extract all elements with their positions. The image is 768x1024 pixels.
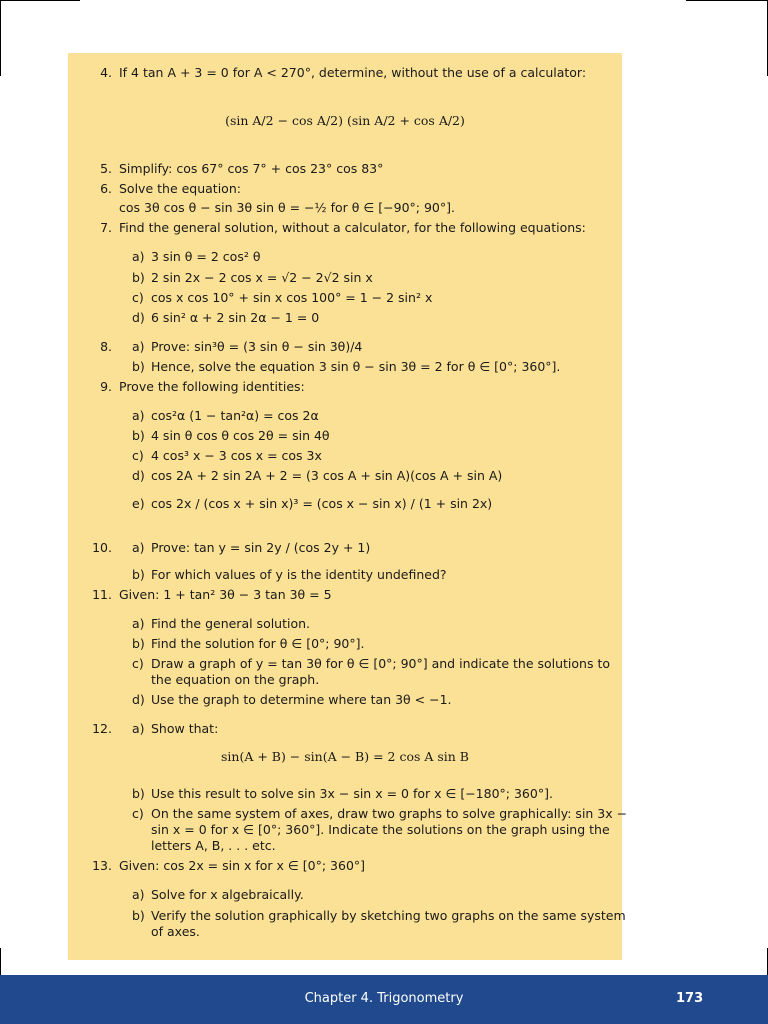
subpart-label: b) <box>132 428 145 443</box>
subpart-label: a) <box>132 339 145 354</box>
math-expression: (sin A/2 − cos A/2) (sin A/2 + cos A/2) <box>225 113 465 128</box>
question-number: 4. <box>100 65 112 80</box>
crop-mark <box>0 948 1 975</box>
subpart-text: 3 sin θ = 2 cos² θ <box>151 249 261 264</box>
subpart-text: Find the general solution. <box>151 616 311 631</box>
question-number: 11. <box>92 587 112 602</box>
question-number: 9. <box>100 379 112 394</box>
subpart-text: On the same system of axes, draw two graphs to solve graphically: sin 3x − <box>151 806 628 821</box>
subpart-text: Find the solution for θ ∈ [0°; 90°]. <box>151 636 365 651</box>
subpart-label: a) <box>132 540 145 555</box>
subpart-label: c) <box>132 806 144 821</box>
subpart-label: a) <box>132 249 145 264</box>
subpart-text: Prove: tan y = sin 2y / (cos 2y + 1) <box>151 540 371 555</box>
subpart-text: letters A, B, . . . etc. <box>151 838 276 853</box>
subpart-text: the equation on the graph. <box>151 672 320 687</box>
subpart-label: c) <box>132 290 144 305</box>
chapter-title: Chapter 4. Trigonometry <box>304 991 464 1006</box>
page-footer <box>0 975 768 1024</box>
subpart-text: Use the graph to determine where tan 3θ < −1. <box>151 692 452 707</box>
subpart-text: 4 sin θ cos θ cos 2θ = sin 4θ <box>151 428 330 443</box>
subpart-label: b) <box>132 567 145 582</box>
subpart-text: cos 2A + 2 sin 2A + 2 = (3 cos A + sin A)(cos A + sin A) <box>151 468 503 483</box>
question-text: Solve the equation: <box>119 181 241 196</box>
subpart-label: c) <box>132 448 144 463</box>
crop-mark <box>0 0 80 1</box>
subpart-text: 2 sin 2x − 2 cos x = √2 − 2√2 sin x <box>151 270 373 285</box>
page-number: 173 <box>676 991 704 1006</box>
question-number: 10. <box>92 540 112 555</box>
subpart-label: b) <box>132 270 145 285</box>
question-text: Simplify: cos 67° cos 7° + cos 23° cos 83° <box>119 161 384 176</box>
subpart-text: Draw a graph of y = tan 3θ for θ ∈ [0°; 90°] and indicate the solutions to <box>151 656 611 671</box>
subpart-text: Solve for x algebraically. <box>151 887 304 902</box>
subpart-label: a) <box>132 616 145 631</box>
subpart-label: a) <box>132 721 145 736</box>
subpart-label: b) <box>132 636 145 651</box>
subpart-text: 6 sin² α + 2 sin 2α − 1 = 0 <box>151 310 320 325</box>
subpart-text: cos 2x / (cos x + sin x)³ = (cos x − sin x) / (1 + sin 2x) <box>151 496 493 511</box>
subpart-text: Hence, solve the equation 3 sin θ − sin 3θ = 2 for θ ∈ [0°; 360°]. <box>151 359 561 374</box>
question-text: If 4 tan A + 3 = 0 for A < 270°, determine, without the use of a calculator: <box>119 65 587 80</box>
subpart-label: b) <box>132 908 145 923</box>
crop-mark <box>0 0 1 76</box>
subpart-text: Use this result to solve sin 3x − sin x = 0 for x ∈ [−180°; 360°]. <box>151 786 553 801</box>
subpart-label: c) <box>132 656 144 671</box>
subpart-label: b) <box>132 786 145 801</box>
question-number: 7. <box>100 220 112 235</box>
subpart-text: cos x cos 10° + sin x cos 100° = 1 − 2 sin² x <box>151 290 433 305</box>
subpart-text: Prove: sin³θ = (3 sin θ − sin 3θ)/4 <box>151 339 363 354</box>
question-number: 12. <box>92 721 112 736</box>
subpart-label: d) <box>132 468 145 483</box>
subpart-label: d) <box>132 310 145 325</box>
subpart-text: sin x = 0 for x ∈ [0°; 360°]. Indicate the solutions on the graph using the <box>151 822 610 837</box>
question-text: Prove the following identities: <box>119 379 305 394</box>
subpart-label: d) <box>132 692 145 707</box>
subpart-label: a) <box>132 408 145 423</box>
subpart-label: e) <box>132 496 145 511</box>
subpart-label: b) <box>132 359 145 374</box>
subpart-text: Verify the solution graphically by sketching two graphs on the same system <box>151 908 626 923</box>
question-text: Given: 1 + tan² 3θ − 3 tan 3θ = 5 <box>119 587 332 602</box>
question-number: 5. <box>100 161 112 176</box>
subpart-text: Show that: <box>151 721 219 736</box>
subpart-text: 4 cos³ x − 3 cos x = cos 3x <box>151 448 322 463</box>
question-number: 13. <box>92 858 112 873</box>
subpart-text: of axes. <box>151 924 200 939</box>
question-text: Find the general solution, without a calculator, for the following equations: <box>119 220 586 235</box>
math-expression: sin(A + B) − sin(A − B) = 2 cos A sin B <box>220 749 469 764</box>
question-number: 6. <box>100 181 112 196</box>
subpart-text: cos²α (1 − tan²α) = cos 2α <box>151 408 319 423</box>
equation: cos 3θ cos θ − sin 3θ sin θ = −½ for θ ∈ [−90°; 90°]. <box>119 200 455 215</box>
subpart-text: For which values of y is the identity undefined? <box>151 567 447 582</box>
crop-mark <box>686 0 768 1</box>
subpart-label: a) <box>132 887 145 902</box>
question-number: 8. <box>100 339 112 354</box>
question-text: Given: cos 2x = sin x for x ∈ [0°; 360°] <box>119 858 366 873</box>
